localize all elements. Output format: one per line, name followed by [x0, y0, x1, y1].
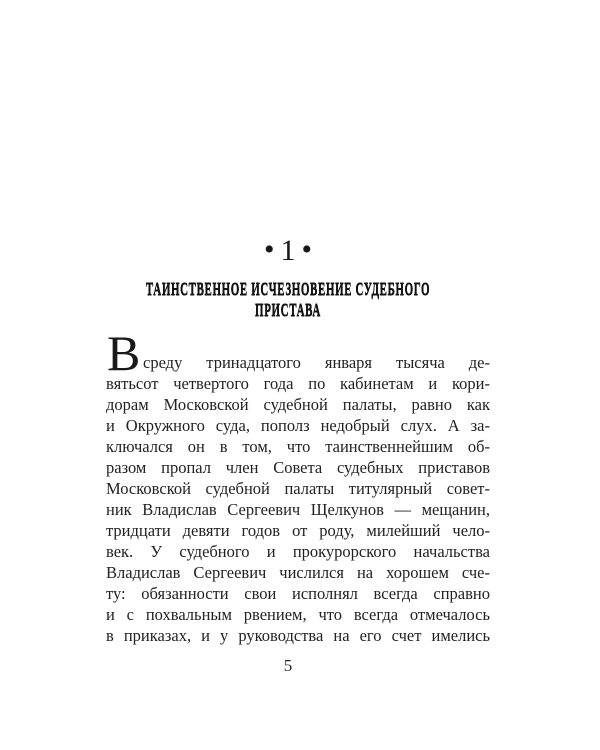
body-line: дорам Московской судебной палаты, равно как — [106, 395, 490, 414]
paragraph — [106, 325, 490, 646]
body-line: век. У судебного и прокурорского начальства — [106, 542, 490, 561]
body-line: вятьсот четвертого года по кабинетам и кори- — [106, 374, 490, 393]
chapter-number: 1 — [280, 234, 296, 267]
chapter-bullet-left-icon: • — [263, 233, 275, 266]
body-line: ключался он в том, что таинственнейшим об- — [106, 437, 490, 456]
body-line: Московской судебной палаты титулярный совет- — [106, 479, 490, 498]
chapter-bullet-right-icon: • — [301, 233, 313, 266]
page-number: 5 — [283, 656, 293, 675]
chapter-number-row — [0, 235, 588, 266]
body-line: ту: обязанности свои исполнял всегда справно — [106, 584, 490, 603]
chapter-title — [0, 279, 588, 321]
body-line: среду тринадцатого января тысяча де- — [143, 353, 490, 372]
chapter-title-line-1: ТАИНСТВЕННОЕ ИСЧЕЗНОВЕНИЕ СУДЕБНОГО — [145, 279, 431, 299]
body-line: Владислав Сергеевич числился на хорошем сче- — [106, 563, 490, 582]
body-line: и Окружного суда, пополз недобрый слух. А за- — [106, 416, 490, 435]
body-line: разом пропал член Совета судебных приставов — [106, 458, 490, 477]
chapter-title-line-2: ПРИСТАВА — [255, 300, 321, 320]
drop-cap: В — [107, 325, 141, 381]
body-line: тридцати девяти годов от роду, милейший чело- — [106, 521, 490, 540]
body-line: ник Владислав Сергеевич Щелкунов — мещанин, — [106, 500, 490, 519]
body-line: в приказах, и у руководства на его счет имелись — [106, 626, 490, 645]
body-line: и с похвальным рвением, что всегда отмечалось — [106, 605, 490, 624]
